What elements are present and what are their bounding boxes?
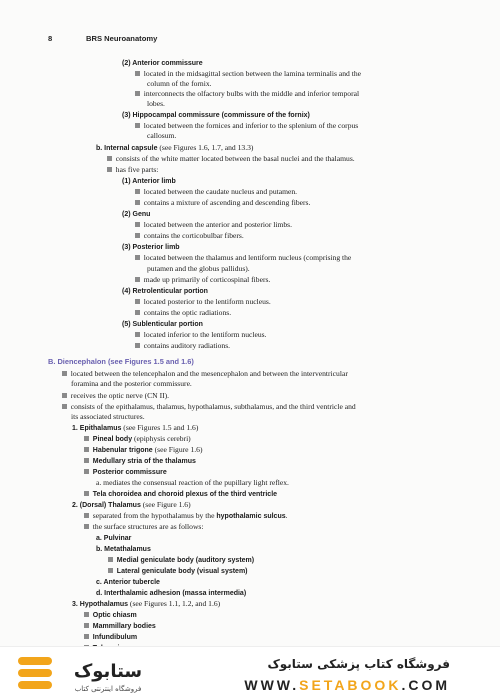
text-line [62, 369, 348, 378]
bold-term: hypothalamic sulcus [216, 513, 286, 520]
line-text: located between the caudate nucleus and putamen. [143, 187, 298, 196]
text-line [122, 286, 208, 296]
square-bullet-icon [62, 371, 67, 376]
brand-url[interactable] [244, 677, 450, 693]
url-prefix: WWW. [244, 677, 300, 693]
square-bullet-icon [135, 222, 140, 227]
text-line [71, 379, 192, 388]
text-line [108, 566, 248, 576]
section-heading: B. Diencephalon (see Figures 1.5 and 1.6) [48, 357, 194, 366]
bold-term: Habenular trigone [92, 447, 153, 454]
line-text: contains a mixture of ascending and descending fibers. [143, 198, 311, 207]
bold-term: b. Internal capsule [96, 145, 158, 152]
text-line [147, 99, 165, 108]
text-line [135, 220, 292, 229]
text-line [135, 198, 310, 207]
line-text: (see Figures 1.1, 1.2, and 1.6) [128, 599, 221, 608]
line-text: receives the optic nerve (CN II). [70, 391, 170, 400]
bold-term: Infundibulum [92, 634, 138, 641]
running-title: BRS Neuroanatomy [86, 34, 158, 43]
line-text: interconnects the olfactory bulbs with the middle and inferior temporal [143, 89, 360, 98]
square-bullet-icon [135, 299, 140, 304]
square-bullet-icon [108, 557, 113, 562]
square-bullet-icon [135, 277, 140, 282]
text-line [84, 445, 202, 455]
square-bullet-icon [108, 568, 113, 573]
bold-term: Mammillary bodies [92, 623, 156, 630]
text-line [135, 253, 351, 262]
line-text: located between the anterior and posterior limbs. [143, 220, 293, 229]
setabook-logo [16, 653, 166, 697]
text-line [135, 231, 244, 240]
square-bullet-icon [84, 436, 89, 441]
line-text: located in the midsagittal section between the lamina terminalis and the [143, 69, 361, 78]
bold-term: (1) Anterior limb [122, 178, 176, 185]
url-brand: SETABOOK [299, 677, 402, 693]
text-line [96, 588, 246, 598]
text-line [72, 423, 198, 433]
square-bullet-icon [107, 167, 112, 172]
bold-term: (2) Genu [122, 211, 151, 218]
line-text: separated from the hypothalamus by the [92, 511, 217, 520]
text-line [71, 412, 145, 421]
text-line [96, 143, 253, 153]
square-bullet-icon [84, 491, 89, 496]
line-text: consists of the white matter located between the basal nuclei and the thalamus. [115, 154, 355, 163]
bold-term: 1. Epithalamus [72, 425, 122, 432]
line-text: located inferior to the lentiform nucleus. [143, 330, 267, 339]
square-bullet-icon [84, 524, 89, 529]
square-bullet-icon [84, 634, 89, 639]
square-bullet-icon [62, 393, 67, 398]
bold-term: (3) Hippocampal commissure (commissure of the fornix) [122, 112, 310, 119]
text-line [84, 522, 204, 531]
line-text: column of the fornix. [147, 79, 212, 88]
line-text: located between the thalamus and lentiform nucleus (comprising the [143, 253, 352, 262]
bold-term: a. Pulvinar [96, 535, 132, 542]
square-bullet-icon [135, 189, 140, 194]
square-bullet-icon [84, 513, 89, 518]
text-line [48, 357, 194, 366]
text-line [62, 391, 169, 400]
bold-term: (5) Sublenticular portion [122, 321, 203, 328]
text-line [122, 58, 203, 68]
bold-term: b. Metathalamus [96, 546, 151, 553]
line-text: callosum. [147, 131, 177, 140]
page-number: 8 [48, 34, 53, 43]
text-line [96, 544, 151, 554]
logo-bar-bottom [18, 681, 52, 689]
bold-term: Pineal body [92, 436, 133, 443]
line-text: (see Figures 1.6, 1.7, and 13.3) [157, 143, 254, 152]
line-text: (see Figure 1.6) [140, 500, 191, 509]
text-line [96, 533, 131, 543]
text-line [135, 341, 230, 350]
text-line [96, 577, 160, 587]
line-text: foramina and the posterior commissure. [71, 379, 192, 388]
square-bullet-icon [135, 310, 140, 315]
square-bullet-icon [84, 458, 89, 463]
bold-term: 3. Hypothalamus [72, 601, 129, 608]
square-bullet-icon [84, 447, 89, 452]
logo-bar-mid [18, 669, 52, 677]
line-text: the surface structures are as follows: [92, 522, 204, 531]
text-line [122, 110, 310, 120]
line-text: located between the telencephalon and the mesencephalon and between the interventricular [70, 369, 348, 378]
text-line [84, 632, 137, 642]
line-text: a. mediates the consensual reaction of the pupillary light reflex. [96, 478, 289, 487]
square-bullet-icon [135, 255, 140, 260]
square-bullet-icon [84, 469, 89, 474]
text-line [147, 79, 212, 88]
bold-term: d. Interthalamic adhesion (massa intermedia) [96, 590, 247, 597]
square-bullet-icon [135, 343, 140, 348]
bold-term: 2. (Dorsal) Thalamus [72, 502, 141, 509]
text-line [84, 511, 288, 521]
text-line [135, 89, 359, 98]
text-line [135, 69, 361, 78]
line-text: lobes. [147, 99, 165, 108]
text-line [107, 165, 158, 174]
text-line [84, 467, 167, 477]
text-line [107, 154, 355, 163]
text-line [84, 456, 196, 466]
line-text: contains auditory radiations. [143, 341, 231, 350]
text-line [84, 621, 156, 631]
square-bullet-icon [62, 404, 67, 409]
square-bullet-icon [135, 200, 140, 205]
square-bullet-icon [84, 623, 89, 628]
logo-subtext: فروشگاه اینترنتی کتاب [74, 685, 142, 693]
text-line [62, 402, 356, 411]
text-line [135, 308, 231, 317]
bold-term: c. Anterior tubercle [96, 579, 160, 586]
line-text: located between the fornices and inferior to the splenium of the corpus [143, 121, 359, 130]
text-line [135, 297, 271, 306]
square-bullet-icon [135, 233, 140, 238]
text-line [122, 209, 150, 219]
text-line [108, 555, 254, 565]
text-line [135, 330, 267, 339]
text-line [84, 610, 137, 620]
line-text: contains the optic radiations. [143, 308, 232, 317]
square-bullet-icon [84, 612, 89, 617]
line-text: . [285, 511, 288, 520]
line-text: (see Figures 1.5 and 1.6) [121, 423, 199, 432]
line-text: located posterior to the lentiform nucleus. [143, 297, 271, 306]
text-line [72, 599, 220, 609]
text-line [84, 489, 277, 499]
bold-term: (3) Posterior limb [122, 244, 180, 251]
text-line [135, 187, 297, 196]
bold-term: Lateral geniculate body (visual system) [116, 568, 248, 575]
square-bullet-icon [135, 91, 140, 96]
line-text: its associated structures. [71, 412, 145, 421]
bold-term: (2) Anterior commissure [122, 60, 203, 67]
watermark-footer [0, 646, 500, 700]
text-line [122, 242, 180, 252]
bold-term: Posterior commissure [92, 469, 167, 476]
text-line [72, 500, 191, 510]
text-line [122, 319, 203, 329]
url-suffix: .COM [401, 677, 450, 693]
bold-term: (4) Retrolenticular portion [122, 288, 208, 295]
square-bullet-icon [135, 71, 140, 76]
line-text: consists of the epithalamus, thalamus, hypothalamus, subthalamus, and the third ventricle and [70, 402, 356, 411]
brand-name: فروشگاه کتاب پزشکی ستابوک [267, 657, 450, 671]
line-text: made up primarily of corticospinal fibers. [143, 275, 271, 284]
text-line [147, 264, 250, 273]
square-bullet-icon [135, 123, 140, 128]
running-header [48, 34, 157, 43]
bold-term: Medial geniculate body (auditory system) [116, 557, 255, 564]
square-bullet-icon [135, 332, 140, 337]
line-text: (epiphysis cerebri) [132, 434, 191, 443]
line-text: has five parts: [115, 165, 159, 174]
text-line [84, 434, 191, 444]
bold-term: Optic chiasm [92, 612, 137, 619]
logo-bar-top [18, 657, 52, 665]
logo-text: ستابوک [73, 661, 143, 682]
text-line [135, 121, 358, 130]
bold-term: Medullary stria of the thalamus [92, 458, 196, 465]
bold-term: Tela choroidea and choroid plexus of the third ventricle [92, 491, 278, 498]
line-text: (see Figure 1.6) [152, 445, 203, 454]
text-line [96, 478, 289, 487]
text-line [122, 176, 176, 186]
text-line [135, 275, 270, 284]
square-bullet-icon [107, 156, 112, 161]
line-text: contains the corticobulbar fibers. [143, 231, 244, 240]
line-text: putamen and the globus pallidus). [147, 264, 250, 273]
text-line [147, 131, 176, 140]
